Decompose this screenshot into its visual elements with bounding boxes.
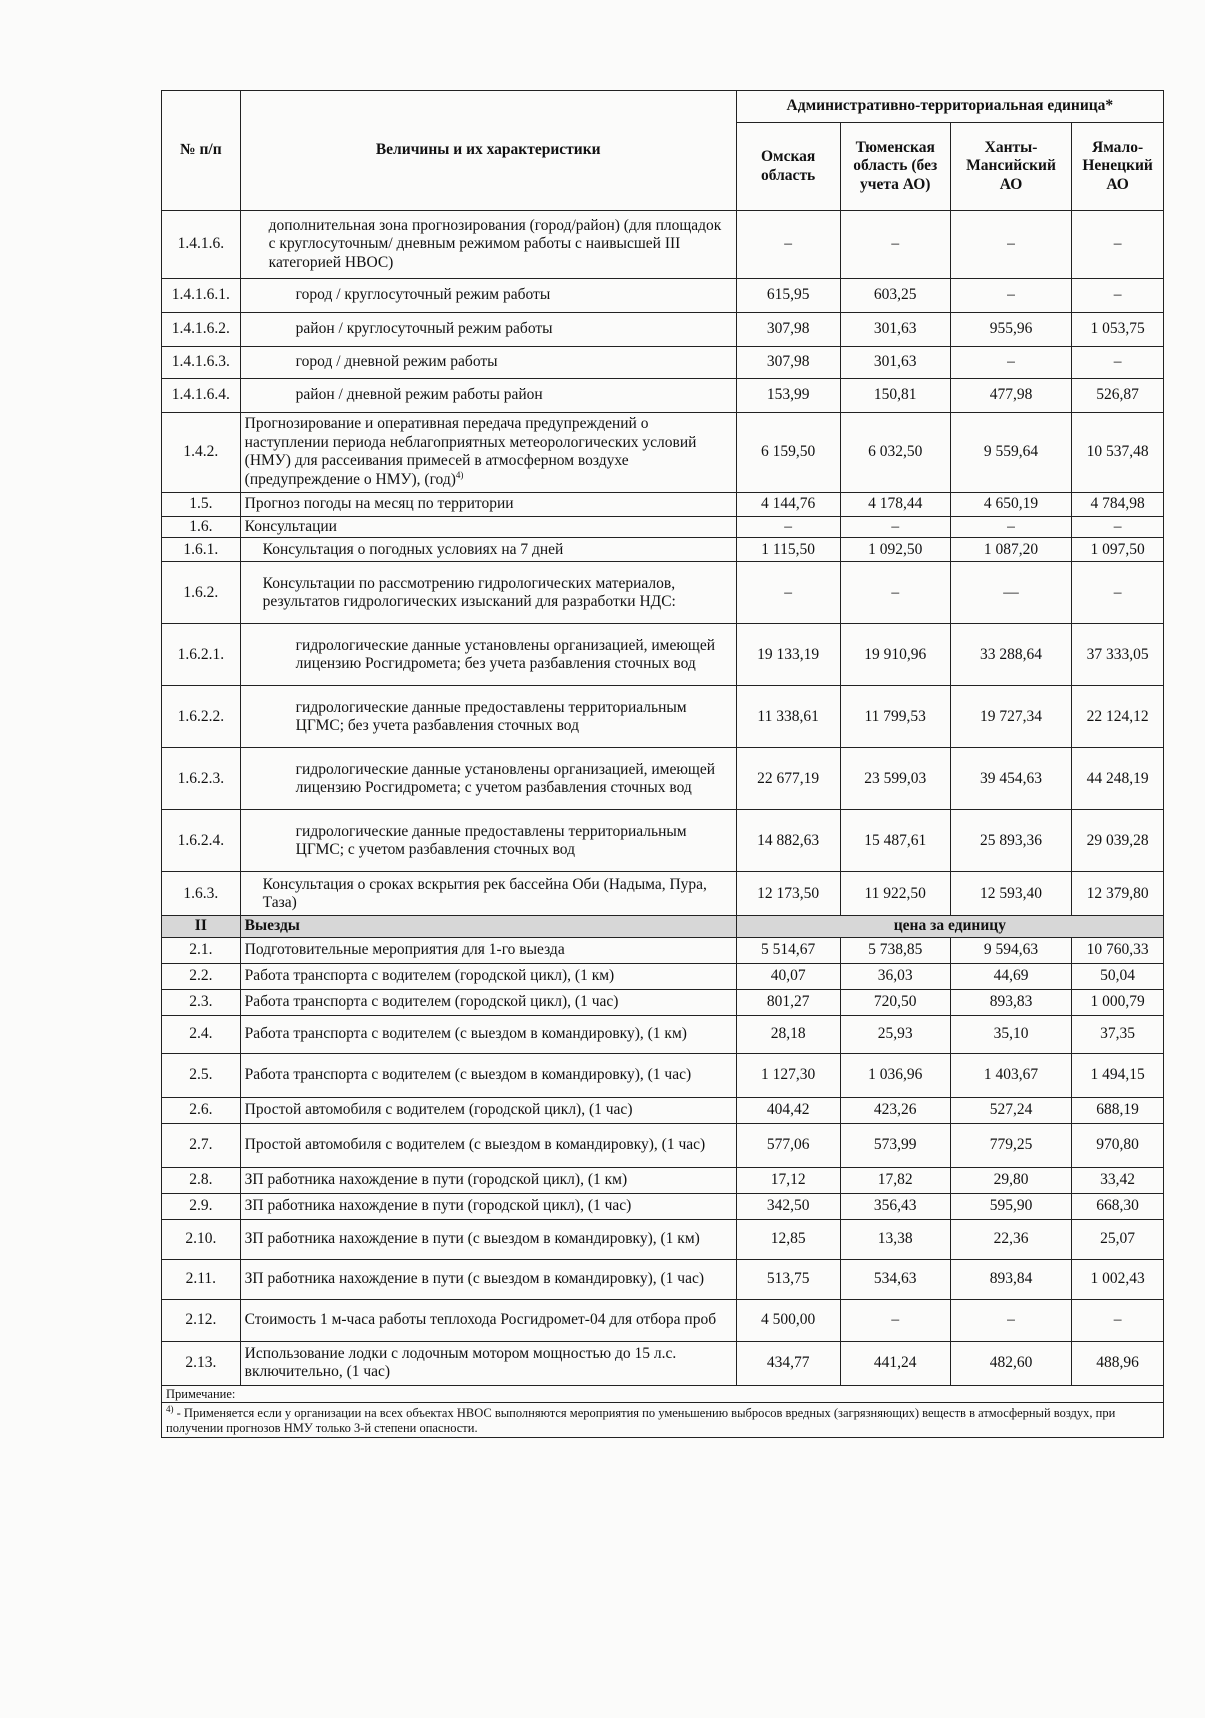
value-cell: 12 593,40 xyxy=(950,872,1071,916)
row-description-text: дополнительная зона прогнозирования (город/район) (для площадок с круглосуточным/ дневным режимом работы с наивысшей III категорией НВОС) xyxy=(268,217,722,271)
row-description xyxy=(240,538,736,562)
value-cell: – xyxy=(950,211,1071,279)
value-cell: – xyxy=(950,279,1071,313)
value-cell: – xyxy=(1072,279,1164,313)
row-description-text: Прогноз погоды на месяц по территории xyxy=(244,495,514,513)
value-cell: 150,81 xyxy=(840,379,950,413)
value-cell: 1 000,79 xyxy=(1072,989,1164,1015)
value-cell: 10 537,48 xyxy=(1072,413,1164,493)
value-cell: 6 159,50 xyxy=(736,413,840,493)
value-cell: 526,87 xyxy=(1072,379,1164,413)
value-cell: – xyxy=(1072,562,1164,624)
row-description xyxy=(240,1123,736,1167)
row-description-text: Подготовительные мероприятия для 1-го выезда xyxy=(244,940,565,958)
row-description-text: Работа транспорта с водителем (городской цикл), (1 час) xyxy=(244,992,619,1010)
table-row xyxy=(162,1259,1164,1299)
value-cell: 527,24 xyxy=(950,1097,1071,1123)
row-description-text: гидрологические данные установлены организацией, имеющей лицензию Росгидромета; с учетом разбавления сточных вод xyxy=(295,760,716,796)
row-description xyxy=(240,1299,736,1341)
value-cell: 25 893,36 xyxy=(950,810,1071,872)
row-description-text: город / круглосуточный режим работы xyxy=(295,286,551,304)
table-row xyxy=(162,748,1164,810)
header-region-khmao: Ханты-Мансийский АО xyxy=(950,123,1071,211)
table-row xyxy=(162,1193,1164,1219)
tariff-table xyxy=(161,90,1164,1438)
table-row xyxy=(162,963,1164,989)
row-number: 1.6.3. xyxy=(162,872,241,916)
value-cell: 595,90 xyxy=(950,1193,1071,1219)
value-cell: 13,38 xyxy=(840,1219,950,1259)
value-cell: 893,84 xyxy=(950,1259,1071,1299)
row-description-text: Работа транспорта с водителем (с выездом в командировку), (1 час) xyxy=(244,1065,692,1083)
note-text xyxy=(162,1403,1164,1438)
value-cell: 573,99 xyxy=(840,1123,950,1167)
row-description-text: ЗП работника нахождение в пути (с выездом в командировку), (1 км) xyxy=(244,1229,700,1247)
value-cell: 11 799,53 xyxy=(840,686,950,748)
value-cell: 6 032,50 xyxy=(840,413,950,493)
row-number: 2.13. xyxy=(162,1341,241,1385)
row-description-text: Консультация о сроках вскрытия рек бассейна Оби (Надыма, Пура, Таза) xyxy=(262,875,707,911)
row-description-text: ЗП работника нахождение в пути (городской цикл), (1 км) xyxy=(244,1170,628,1188)
value-cell: – xyxy=(950,347,1071,379)
table-row xyxy=(162,624,1164,686)
row-description-text: Работа транспорта с водителем (городской цикл), (1 км) xyxy=(244,966,615,984)
table-row xyxy=(162,810,1164,872)
value-cell: 17,12 xyxy=(736,1167,840,1193)
table-row xyxy=(162,686,1164,748)
value-cell: 482,60 xyxy=(950,1341,1071,1385)
value-cell: 307,98 xyxy=(736,313,840,347)
row-number: 2.9. xyxy=(162,1193,241,1219)
value-cell: 577,06 xyxy=(736,1123,840,1167)
row-description-text: Простой автомобиля с водителем (с выездом в командировку), (1 час) xyxy=(244,1135,706,1153)
value-cell: 39 454,63 xyxy=(950,748,1071,810)
value-cell: 4 500,00 xyxy=(736,1299,840,1341)
value-cell: 477,98 xyxy=(950,379,1071,413)
value-cell: 25,07 xyxy=(1072,1219,1164,1259)
table-row xyxy=(162,1123,1164,1167)
table-row xyxy=(162,413,1164,493)
row-description xyxy=(240,211,736,279)
value-cell: 404,42 xyxy=(736,1097,840,1123)
row-number: 2.10. xyxy=(162,1219,241,1259)
value-cell: 356,43 xyxy=(840,1193,950,1219)
value-cell: 153,99 xyxy=(736,379,840,413)
value-cell: – xyxy=(736,517,840,538)
row-description xyxy=(240,624,736,686)
value-cell: 688,19 xyxy=(1072,1097,1164,1123)
row-description xyxy=(240,937,736,963)
value-cell: 488,96 xyxy=(1072,1341,1164,1385)
value-cell: 23 599,03 xyxy=(840,748,950,810)
table-row xyxy=(162,379,1164,413)
value-cell: 15 487,61 xyxy=(840,810,950,872)
row-number: 2.12. xyxy=(162,1299,241,1341)
row-description-text: Прогнозирование и оперативная передача предупреждений о наступлении периода неблагоприятных метеорологических условий (НМУ) для рассеивания примесей в атмосферном воздухе (предупреждение о НМУ), (год) xyxy=(244,415,697,489)
value-cell: 14 882,63 xyxy=(736,810,840,872)
value-cell: 801,27 xyxy=(736,989,840,1015)
row-description-text: гидрологические данные предоставлены территориальным ЦГМС; с учетом разбавления сточных вод xyxy=(295,822,687,858)
row-description xyxy=(240,517,736,538)
value-cell: 11 338,61 xyxy=(736,686,840,748)
value-cell: – xyxy=(950,517,1071,538)
row-number: 1.6.2. xyxy=(162,562,241,624)
value-cell: 615,95 xyxy=(736,279,840,313)
value-cell: 1 087,20 xyxy=(950,538,1071,562)
row-description xyxy=(240,413,736,493)
value-cell: 28,18 xyxy=(736,1015,840,1053)
value-cell: 19 133,19 xyxy=(736,624,840,686)
row-number: 2.4. xyxy=(162,1015,241,1053)
row-description xyxy=(240,1193,736,1219)
value-cell: 301,63 xyxy=(840,313,950,347)
row-description-text: район / дневной режим работы район xyxy=(295,386,543,404)
table-row xyxy=(162,211,1164,279)
table-row xyxy=(162,562,1164,624)
value-cell: 4 178,44 xyxy=(840,493,950,517)
value-cell: – xyxy=(840,562,950,624)
value-cell: 9 594,63 xyxy=(950,937,1071,963)
row-description-text: город / дневной режим работы xyxy=(295,353,498,371)
row-description-text: ЗП работника нахождение в пути (с выездом в командировку), (1 час) xyxy=(244,1269,705,1287)
value-cell: 423,26 xyxy=(840,1097,950,1123)
row-number: 2.8. xyxy=(162,1167,241,1193)
value-cell: 1 053,75 xyxy=(1072,313,1164,347)
row-description xyxy=(240,1219,736,1259)
value-cell: 893,83 xyxy=(950,989,1071,1015)
value-cell: 4 144,76 xyxy=(736,493,840,517)
value-cell: 29 039,28 xyxy=(1072,810,1164,872)
value-cell: – xyxy=(840,211,950,279)
value-cell: 441,24 xyxy=(840,1341,950,1385)
note-body: - Применяется если у организации на всех объектах НВОС выполняются мероприятия по уменьшению выбросов вредных (загрязняющих) веществ в атмосферный воздух, при получении прогнозов НМУ только 3-й степени опасности. xyxy=(166,1406,1116,1436)
value-cell: 513,75 xyxy=(736,1259,840,1299)
value-cell: – xyxy=(840,517,950,538)
value-cell: 11 922,50 xyxy=(840,872,950,916)
row-description-text: Стоимость 1 м-часа работы теплохода Росгидромет-04 для отбора проб xyxy=(244,1310,717,1328)
value-cell: 720,50 xyxy=(840,989,950,1015)
value-cell: 1 403,67 xyxy=(950,1053,1071,1097)
header-region-omsk: Омская область xyxy=(736,123,840,211)
table-row xyxy=(162,937,1164,963)
section-num: II xyxy=(162,916,241,937)
row-number: 1.6.2.1. xyxy=(162,624,241,686)
table-row xyxy=(162,1167,1164,1193)
price-label: цена за единицу xyxy=(736,916,1163,937)
row-description-text: Простой автомобиля с водителем (городской цикл), (1 час) xyxy=(244,1100,633,1118)
value-cell: 534,63 xyxy=(840,1259,950,1299)
value-cell: 44,69 xyxy=(950,963,1071,989)
value-cell: 1 097,50 xyxy=(1072,538,1164,562)
row-description xyxy=(240,1053,736,1097)
row-description xyxy=(240,810,736,872)
value-cell: – xyxy=(736,211,840,279)
table-row xyxy=(162,1097,1164,1123)
row-number: 2.6. xyxy=(162,1097,241,1123)
row-description-text: Использование лодки с лодочным мотором мощностью до 15 л.с. включительно, (1 час) xyxy=(244,1344,677,1381)
row-number: 1.4.1.6. xyxy=(162,211,241,279)
value-cell: 307,98 xyxy=(736,347,840,379)
row-number: 1.6.2.2. xyxy=(162,686,241,748)
row-number: 2.1. xyxy=(162,937,241,963)
table-footnote xyxy=(162,1385,1164,1437)
table-row xyxy=(162,989,1164,1015)
row-number: 2.11. xyxy=(162,1259,241,1299)
value-cell: 434,77 xyxy=(736,1341,840,1385)
value-cell: 4 784,98 xyxy=(1072,493,1164,517)
row-description xyxy=(240,989,736,1015)
table-row xyxy=(162,1015,1164,1053)
value-cell: – xyxy=(950,1299,1071,1341)
table-row xyxy=(162,313,1164,347)
value-cell: 4 650,19 xyxy=(950,493,1071,517)
value-cell: 22,36 xyxy=(950,1219,1071,1259)
table-row xyxy=(162,279,1164,313)
table-row xyxy=(162,1053,1164,1097)
row-description-text: Консультация о погодных условиях на 7 дней xyxy=(262,540,564,558)
value-cell: – xyxy=(1072,211,1164,279)
value-cell: 1 115,50 xyxy=(736,538,840,562)
row-description-text: Консультации по рассмотрению гидрологических материалов, результатов гидрологических изысканий для разработки НДС: xyxy=(262,574,676,610)
table-row xyxy=(162,493,1164,517)
row-description-text: гидрологические данные установлены организацией, имеющей лицензию Росгидромета; без учета разбавления сточных вод xyxy=(295,636,716,672)
value-cell: 33 288,64 xyxy=(950,624,1071,686)
value-cell: 1 494,15 xyxy=(1072,1053,1164,1097)
table-body-part2 xyxy=(162,937,1164,1385)
row-description xyxy=(240,1167,736,1193)
header-num: № п/п xyxy=(162,91,241,211)
table-row xyxy=(162,538,1164,562)
row-description-text: Консультации xyxy=(244,518,337,535)
table-row xyxy=(162,872,1164,916)
row-description xyxy=(240,379,736,413)
row-number: 1.4.1.6.2. xyxy=(162,313,241,347)
row-description-text: гидрологические данные предоставлены территориальным ЦГМС; без учета разбавления сточных вод xyxy=(295,698,687,734)
value-cell: — xyxy=(950,562,1071,624)
value-cell: 33,42 xyxy=(1072,1167,1164,1193)
value-cell: 5 514,67 xyxy=(736,937,840,963)
row-description xyxy=(240,279,736,313)
value-cell: 37 333,05 xyxy=(1072,624,1164,686)
row-description xyxy=(240,872,736,916)
row-description xyxy=(240,1097,736,1123)
section-title: Выезды xyxy=(240,916,736,937)
footnote-marker: 4) xyxy=(455,470,464,481)
value-cell: 1 036,96 xyxy=(840,1053,950,1097)
value-cell: – xyxy=(1072,1299,1164,1341)
value-cell: 668,30 xyxy=(1072,1193,1164,1219)
value-cell: 1 127,30 xyxy=(736,1053,840,1097)
header-region-yanao: Ямало-Ненецкий АО xyxy=(1072,123,1164,211)
value-cell: 50,04 xyxy=(1072,963,1164,989)
value-cell: 342,50 xyxy=(736,1193,840,1219)
row-description xyxy=(240,1259,736,1299)
value-cell: 17,82 xyxy=(840,1167,950,1193)
value-cell: 35,10 xyxy=(950,1015,1071,1053)
value-cell: – xyxy=(840,1299,950,1341)
value-cell: 955,96 xyxy=(950,313,1071,347)
value-cell: 19 910,96 xyxy=(840,624,950,686)
row-number: 1.6.2.4. xyxy=(162,810,241,872)
value-cell: – xyxy=(736,562,840,624)
table-row xyxy=(162,517,1164,538)
row-number: 1.5. xyxy=(162,493,241,517)
value-cell: 9 559,64 xyxy=(950,413,1071,493)
row-description xyxy=(240,1015,736,1053)
value-cell: 37,35 xyxy=(1072,1015,1164,1053)
value-cell: 12 379,80 xyxy=(1072,872,1164,916)
value-cell: 1 092,50 xyxy=(840,538,950,562)
row-number: 2.2. xyxy=(162,963,241,989)
value-cell: 19 727,34 xyxy=(950,686,1071,748)
row-description-text: район / круглосуточный режим работы xyxy=(295,320,553,338)
value-cell: 5 738,85 xyxy=(840,937,950,963)
table-row xyxy=(162,347,1164,379)
row-description xyxy=(240,562,736,624)
row-number: 1.4.2. xyxy=(162,413,241,493)
header-admin-unit: Административно-территориальная единица* xyxy=(736,91,1163,123)
value-cell: – xyxy=(1072,347,1164,379)
value-cell: 779,25 xyxy=(950,1123,1071,1167)
value-cell: 12 173,50 xyxy=(736,872,840,916)
value-cell: 603,25 xyxy=(840,279,950,313)
value-cell: 970,80 xyxy=(1072,1123,1164,1167)
row-number: 1.6.2.3. xyxy=(162,748,241,810)
table-row xyxy=(162,1219,1164,1259)
table-row xyxy=(162,1299,1164,1341)
row-number: 1.4.1.6.3. xyxy=(162,347,241,379)
value-cell: 22 677,19 xyxy=(736,748,840,810)
value-cell: 301,63 xyxy=(840,347,950,379)
row-description-text: ЗП работника нахождение в пути (городской цикл), (1 час) xyxy=(244,1196,632,1214)
row-description xyxy=(240,347,736,379)
row-number: 1.4.1.6.4. xyxy=(162,379,241,413)
value-cell: 29,80 xyxy=(950,1167,1071,1193)
table-row xyxy=(162,1341,1164,1385)
row-number: 2.7. xyxy=(162,1123,241,1167)
row-description xyxy=(240,493,736,517)
value-cell: 1 002,43 xyxy=(1072,1259,1164,1299)
row-description xyxy=(240,686,736,748)
note-sup: 4) xyxy=(166,1404,174,1415)
row-description xyxy=(240,313,736,347)
row-number: 1.4.1.6.1. xyxy=(162,279,241,313)
row-number: 2.5. xyxy=(162,1053,241,1097)
table-body-part1 xyxy=(162,211,1164,916)
row-description xyxy=(240,1341,736,1385)
value-cell: 12,85 xyxy=(736,1219,840,1259)
row-description xyxy=(240,963,736,989)
note-label: Примечание: xyxy=(162,1385,1164,1403)
value-cell: 44 248,19 xyxy=(1072,748,1164,810)
header-region-tyumen: Тюменская область (без учета АО) xyxy=(840,123,950,211)
value-cell: 10 760,33 xyxy=(1072,937,1164,963)
value-cell: – xyxy=(1072,517,1164,538)
row-number: 1.6.1. xyxy=(162,538,241,562)
section-2-header xyxy=(162,916,1164,937)
row-description xyxy=(240,748,736,810)
row-description-text: Работа транспорта с водителем (с выездом в командировку), (1 км) xyxy=(244,1024,687,1042)
value-cell: 25,93 xyxy=(840,1015,950,1053)
value-cell: 40,07 xyxy=(736,963,840,989)
row-number: 2.3. xyxy=(162,989,241,1015)
row-number: 1.6. xyxy=(162,517,241,538)
value-cell: 36,03 xyxy=(840,963,950,989)
header-description: Величины и их характеристики xyxy=(240,91,736,211)
value-cell: 22 124,12 xyxy=(1072,686,1164,748)
